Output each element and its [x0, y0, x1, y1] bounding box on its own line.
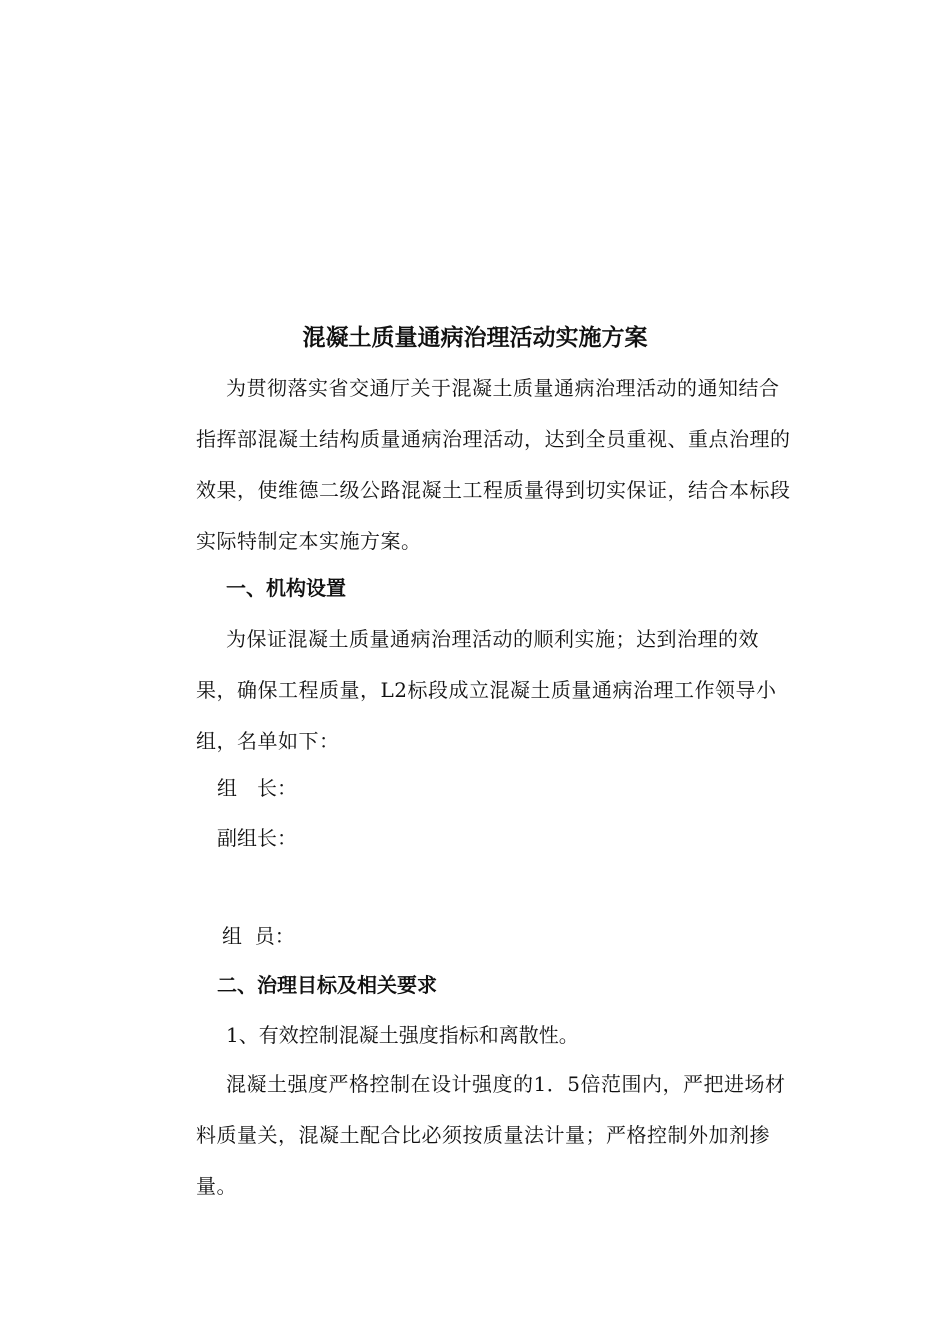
organization-paragraph: 为保证混凝土质量通病治理活动的顺利实施；达到治理的效果，确保工程质量，L2标段成立混凝土质量通病治理工作领导小组，名单如下： — [196, 627, 777, 753]
leader-label: 组 长： — [217, 776, 297, 800]
deputy-leader-label: 副组长： — [217, 826, 297, 850]
section-heading-goals: 二、治理目标及相关要求 — [217, 973, 437, 997]
goal-item-1: 1、有效控制混凝土强度指标和离散性。 — [226, 1023, 579, 1047]
members-label: 组 员： — [222, 924, 295, 948]
intro-paragraph: 为贯彻落实省交通厅关于混凝土质量通病治理活动的通知结合指挥部混凝土结构质量通病治理活动，达到全员重视、重点治理的效果，使维德二级公路混凝土工程质量得到切实保证，结合本标段实际特制定本实施方案。 — [196, 376, 791, 553]
goal-item-1-paragraph: 混凝土强度严格控制在设计强度的1．5倍范围内，严把进场材料质量关，混凝土配合比必须按质量法计量；严格控制外加剂掺量。 — [196, 1072, 786, 1198]
section-heading-organization: 一、机构设置 — [226, 576, 346, 600]
document-title: 混凝土质量通病治理活动实施方案 — [302, 324, 648, 351]
